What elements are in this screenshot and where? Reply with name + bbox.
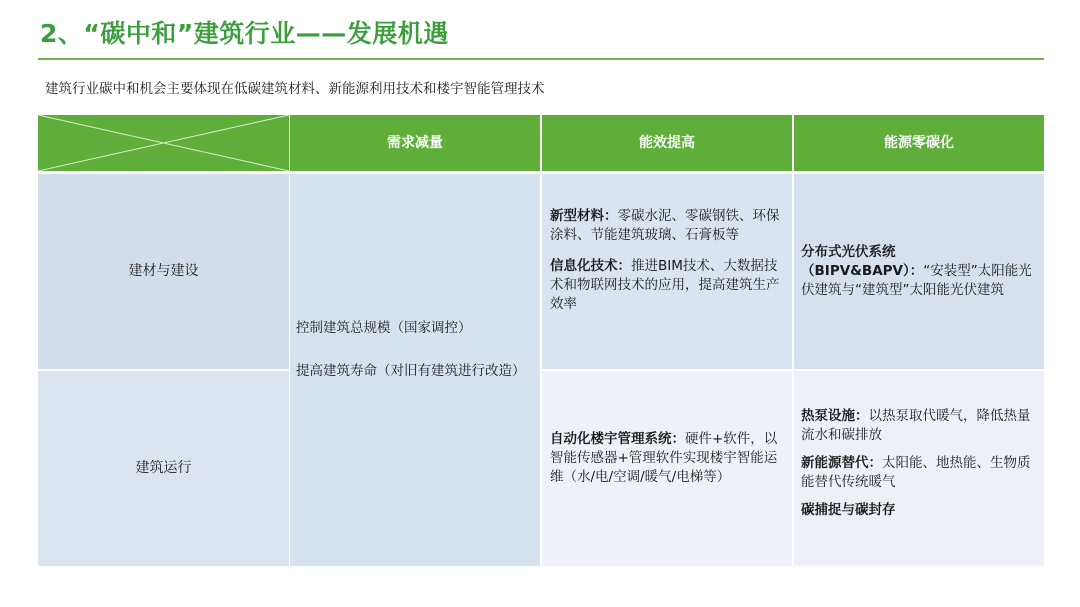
automation-label: 自动化楼宇管理系统：	[550, 431, 685, 447]
new-materials-paragraph	[550, 207, 782, 245]
demand-item-scale: 控制建筑总规模（国家调控）	[296, 320, 472, 336]
header-zero-carbon: 能源零碳化	[794, 115, 1044, 171]
row-label-building-operation	[38, 371, 289, 566]
new-materials-label: 新型材料：	[550, 208, 618, 224]
row-label-text: 建筑运行	[135, 460, 192, 476]
pv-label: 分布式光伏系统（BIPV&BAPV）：	[801, 244, 924, 279]
header-corner-cell	[38, 115, 289, 171]
zero-carbon-heat-cell	[794, 371, 1044, 566]
header-demand-reduction: 需求减量	[290, 115, 540, 171]
automation-text: 硬件+软件，以智能传感器+管理软件实现楼宇智能运维（水/电/空调/暖气/电梯等）	[550, 431, 778, 485]
page-title: 2、“碳中和”建筑行业——发展机遇	[40, 19, 449, 48]
info-tech-paragraph	[550, 257, 782, 314]
heat-pump-text: 以热泵取代暖气，降低热量流水和碳排放	[801, 408, 1031, 443]
page-subtitle: 建筑行业碳中和机会主要体现在低碳建筑材料、新能源利用技术和楼宇智能管理技术	[45, 81, 545, 97]
demand-item-lifespan: 提高建筑寿命（对旧有建筑进行改造）	[296, 363, 526, 379]
zero-carbon-pv-cell	[794, 174, 1044, 369]
efficiency-materials-cell	[542, 174, 792, 369]
ccs-paragraph: 碳捕捉与碳封存	[801, 502, 896, 518]
new-materials-text: 零碳水泥、零碳钢铁、环保涂料、节能建筑玻璃、石膏板等	[550, 208, 780, 243]
diagonal-cross-lines	[38, 115, 289, 171]
demand-reduction-cell	[290, 174, 540, 566]
new-energy-label: 新能源替代：	[801, 455, 882, 471]
pv-text: “安装型”太阳能光伏建筑与“建筑型”太阳能光伏建筑	[801, 263, 1032, 298]
info-tech-text: 推进BIM技术、大数据技术和物联网技术的应用，提高建筑生产效率	[550, 258, 780, 312]
new-energy-paragraph	[801, 454, 1036, 492]
new-energy-text: 太阳能、地热能、生物质能替代传统暖气	[801, 455, 1031, 490]
title-divider	[38, 58, 1044, 60]
header-efficiency: 能效提高	[542, 115, 792, 171]
pv-paragraph	[801, 243, 1036, 300]
efficiency-automation-cell	[542, 371, 792, 566]
heat-pump-paragraph	[801, 407, 1036, 445]
heat-pump-label: 热泵设施：	[801, 408, 869, 424]
row-label-materials-construction	[38, 174, 289, 369]
automation-paragraph	[550, 430, 782, 487]
info-tech-label: 信息化技术：	[550, 258, 631, 274]
row-label-text: 建材与建设	[128, 263, 199, 279]
